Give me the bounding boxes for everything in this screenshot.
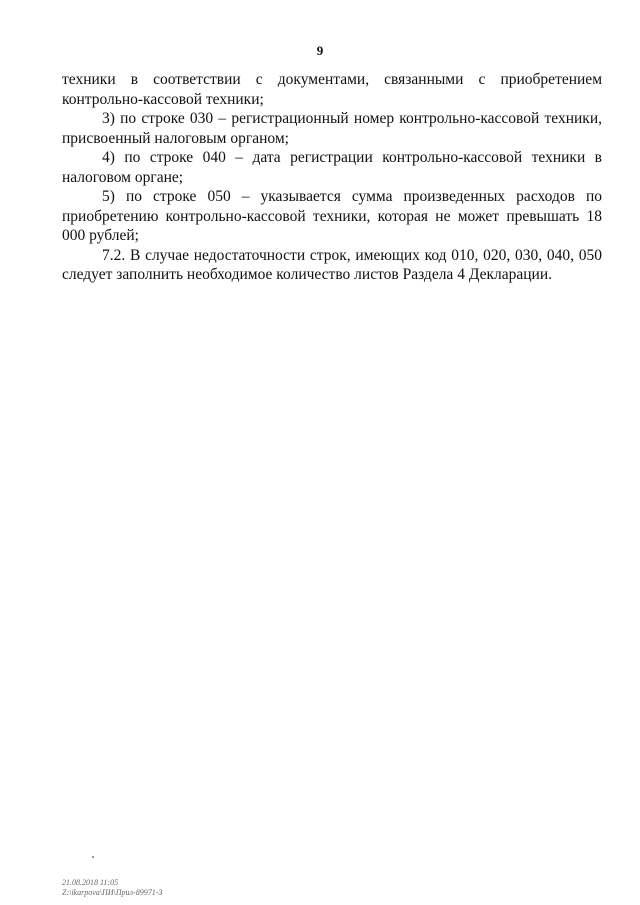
- paragraph-item-4: 4) по строке 040 – дата регистрации контрольно-кассовой техники в налоговом органе;: [62, 149, 602, 186]
- page-number: 9: [316, 43, 324, 58]
- footer-file-reference: Z:\ikarpova\ПИ\Прил-89971-3: [62, 888, 163, 897]
- paragraph-7-2: 7.2. В случае недостаточности строк, имеющих код 010, 020, 030, 040, 050 следует заполнить необходимое количество листов Раздела 4 Декларации.: [62, 246, 602, 283]
- paragraph-item-5: 5) по строке 050 – указывается сумма произведенных расходов по приобретению контрольно-кассовой техники, которая не может превышать 18 000 рублей;: [62, 188, 602, 244]
- paragraph-continuation: техники в соответствии с документами, связанными с приобретением контрольно-кассовой техники;: [62, 71, 602, 108]
- document-footer: [62, 878, 162, 898]
- document-body: [62, 70, 602, 285]
- stray-dot-mark: [92, 856, 94, 858]
- paragraph-item-3: 3) по строке 030 – регистрационный номер контрольно-кассовой техники, присвоенный налоговым органом;: [62, 110, 602, 147]
- footer-timestamp: 21.08.2018 11:05: [62, 878, 119, 887]
